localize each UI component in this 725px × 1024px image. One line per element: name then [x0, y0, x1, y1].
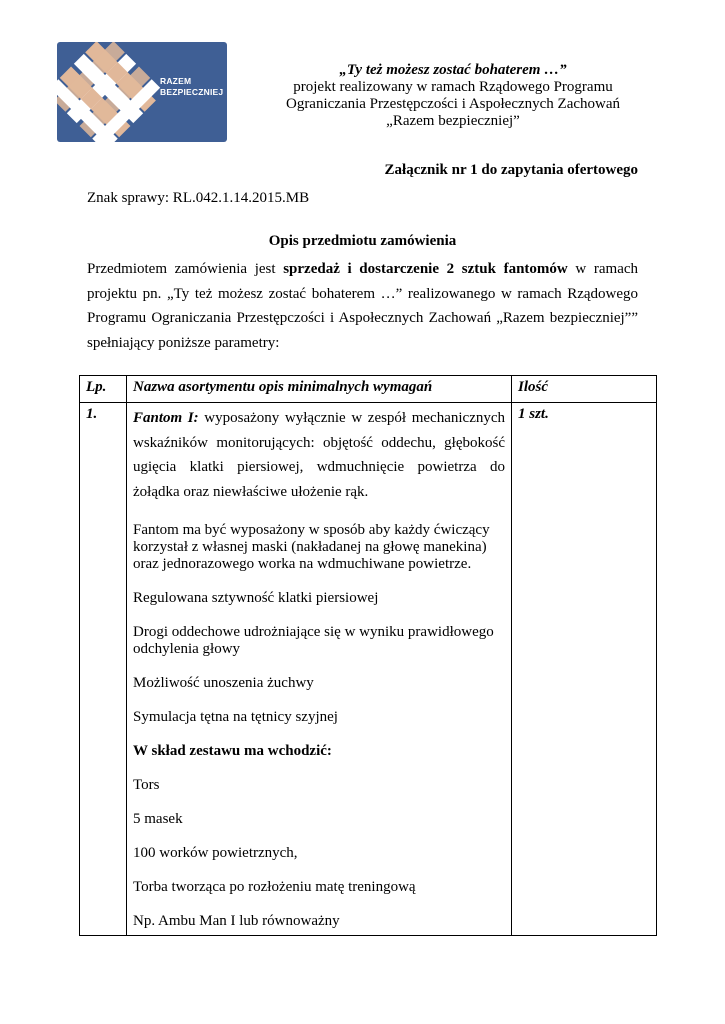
- intro-part-2: w ramach projektu pn. „Ty też możesz zostać bohaterem …” realizowanego w ramach Rządowego Programu Ograniczania Przestępczości i Aspołecznych Zachowań „Razem bezpieczniej”” spełniający poniższe parametry:: [87, 261, 639, 351]
- row-description: [127, 403, 512, 936]
- item-4: Możliwość unoszenia żuchwy: [133, 675, 314, 691]
- project-title: „Ty też możesz zostać bohaterem …”: [339, 62, 567, 78]
- razem-bezpieczniej-logo: [57, 42, 227, 142]
- intro-paragraph: [87, 257, 638, 355]
- logo-line-1: RAZEM: [160, 76, 192, 86]
- main-label: Fantom I:: [133, 410, 199, 426]
- row-lp: 1.: [80, 403, 127, 936]
- kit-item-1: Tors: [133, 777, 160, 793]
- logo-line-2: BEZPIECZNIEJ: [160, 87, 224, 97]
- header-lp: Lp.: [80, 376, 127, 403]
- header-qty: Ilość: [512, 376, 657, 403]
- item-5: Symulacja tętna na tętnicy szyjnej: [133, 709, 338, 725]
- header-line-3: Ograniczania Przestępczości i Aspołecznych Zachowań: [285, 96, 621, 112]
- intro-part-1: Przedmiotem zamówienia jest: [87, 261, 284, 277]
- header-line-4: „Razem bezpieczniej”: [386, 113, 520, 129]
- item-1: Fantom ma być wyposażony w sposób aby każdy ćwiczący korzystał z własnej maski (nakładanej na głowę manekina) oraz jednorazowego worka na wdmuchiwane powietrze.: [133, 522, 490, 572]
- case-reference: Znak sprawy: RL.042.1.14.2015.MB: [87, 190, 310, 206]
- main-description: [133, 406, 505, 504]
- logo-text: [160, 76, 224, 98]
- section-heading: Opis przedmiotu zamówienia: [268, 233, 457, 249]
- header-name: Nazwa asortymentu opis minimalnych wymagań: [127, 376, 512, 403]
- kit-item-3: 100 worków powietrznych,: [133, 845, 298, 861]
- intro-bold: sprzedaż i dostarczenie 2 sztuk fantomów: [283, 261, 568, 277]
- table-row: [80, 403, 657, 936]
- table-header-row: [80, 376, 657, 403]
- row-qty: 1 szt.: [512, 403, 657, 936]
- kit-item-4: Torba tworząca po rozłożeniu matę treningową: [133, 879, 416, 895]
- main-text: wyposażony wyłącznie w zespół mechanicznych wskaźników monitorujących: objętość oddechu, głębokość ugięcia klatki piersiowej, wdmuchnięcie powietrza do żołądka oraz niewłaściwe ułożenie rąk.: [133, 410, 506, 500]
- project-header: [258, 62, 648, 130]
- item-3: Drogi oddechowe udrożniające się w wyniku prawidłowego odchylenia głowy: [133, 624, 494, 657]
- header-line-2: projekt realizowany w ramach Rządowego Programu: [293, 79, 613, 95]
- item-2: Regulowana sztywność klatki piersiowej: [133, 590, 379, 606]
- kit-item-2: 5 masek: [133, 811, 183, 827]
- annex-label: Załącznik nr 1 do zapytania ofertowego: [384, 162, 638, 178]
- kit-item-5: Np. Ambu Man I lub równoważny: [133, 913, 340, 929]
- specification-table: [79, 375, 657, 936]
- kit-heading: W skład zestawu ma wchodzić:: [133, 743, 332, 759]
